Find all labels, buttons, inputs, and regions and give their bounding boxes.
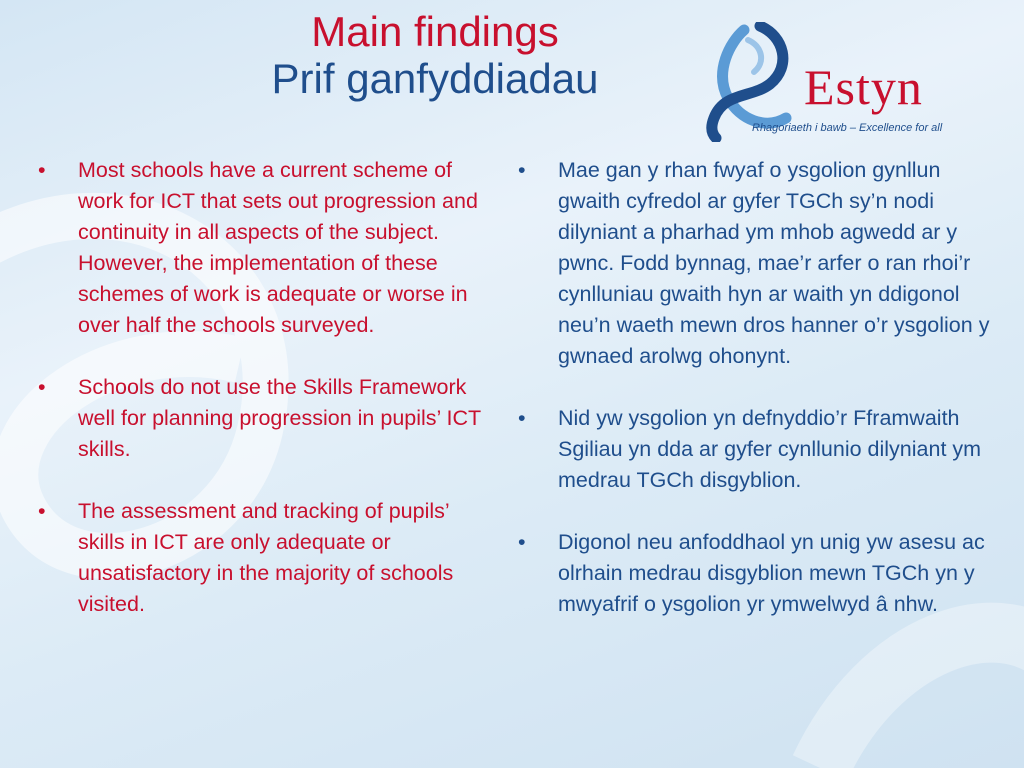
bullet-icon: • [518, 406, 526, 430]
finding-text: Schools do not use the Skills Framework well for planning progression in pupils’ ICT skills. [78, 375, 481, 461]
list-item [38, 155, 498, 341]
list-item [518, 527, 998, 620]
title-welsh: Prif ganfyddiadau [271, 55, 599, 103]
english-findings-list [38, 155, 498, 651]
list-item [518, 403, 998, 496]
bullet-icon: • [518, 158, 526, 182]
bullet-icon: • [38, 158, 46, 182]
finding-text: Most schools have a current scheme of work for ICT that sets out progression and continuity in all aspects of the subject. However, the implementation of these schemes of work is adequate or worse in over half the schools surveyed. [78, 158, 478, 337]
list-item [38, 372, 498, 465]
finding-text: The assessment and tracking of pupils’ skills in ICT are only adequate or unsatisfactory in the majority of schools visited. [78, 499, 454, 616]
logo-wordmark: Estyn [804, 59, 923, 115]
bullet-icon: • [38, 499, 46, 523]
finding-text: Mae gan y rhan fwyaf o ysgolion gynllun gwaith cyfredol ar gyfer TGCh sy’n nodi dilyniant a pharhad ym mhob agwedd ar y pwnc. Fodd bynnag, mae’r arfer o ran rhoi’r cynlluniau gwaith hyn ar waith yn ddigonol neu’n waeth mewn dros hanner o’r ysgolion y gwnaed arolwg ohonynt. [558, 158, 990, 368]
list-item [38, 496, 498, 620]
logo-tagline: Rhagoriaeth i bawb – Excellence for all [752, 122, 943, 134]
estyn-logo [700, 22, 1000, 142]
finding-text: Digonol neu anfoddhaol yn unig yw asesu ac olrhain medrau disgyblion mewn TGCh yn y mwyafrif o ysgolion yr ymwelwyd â nhw. [558, 530, 985, 616]
title-english: Main findings [311, 8, 559, 55]
bullet-icon: • [38, 375, 46, 399]
finding-text: Nid yw ysgolion yn defnyddio’r Fframwaith Sgiliau yn dda ar gyfer cynllunio dilyniant ym medrau TGCh disgyblion. [558, 406, 982, 492]
welsh-findings-list [518, 155, 998, 651]
bullet-icon: • [518, 530, 526, 554]
list-item [518, 155, 998, 372]
